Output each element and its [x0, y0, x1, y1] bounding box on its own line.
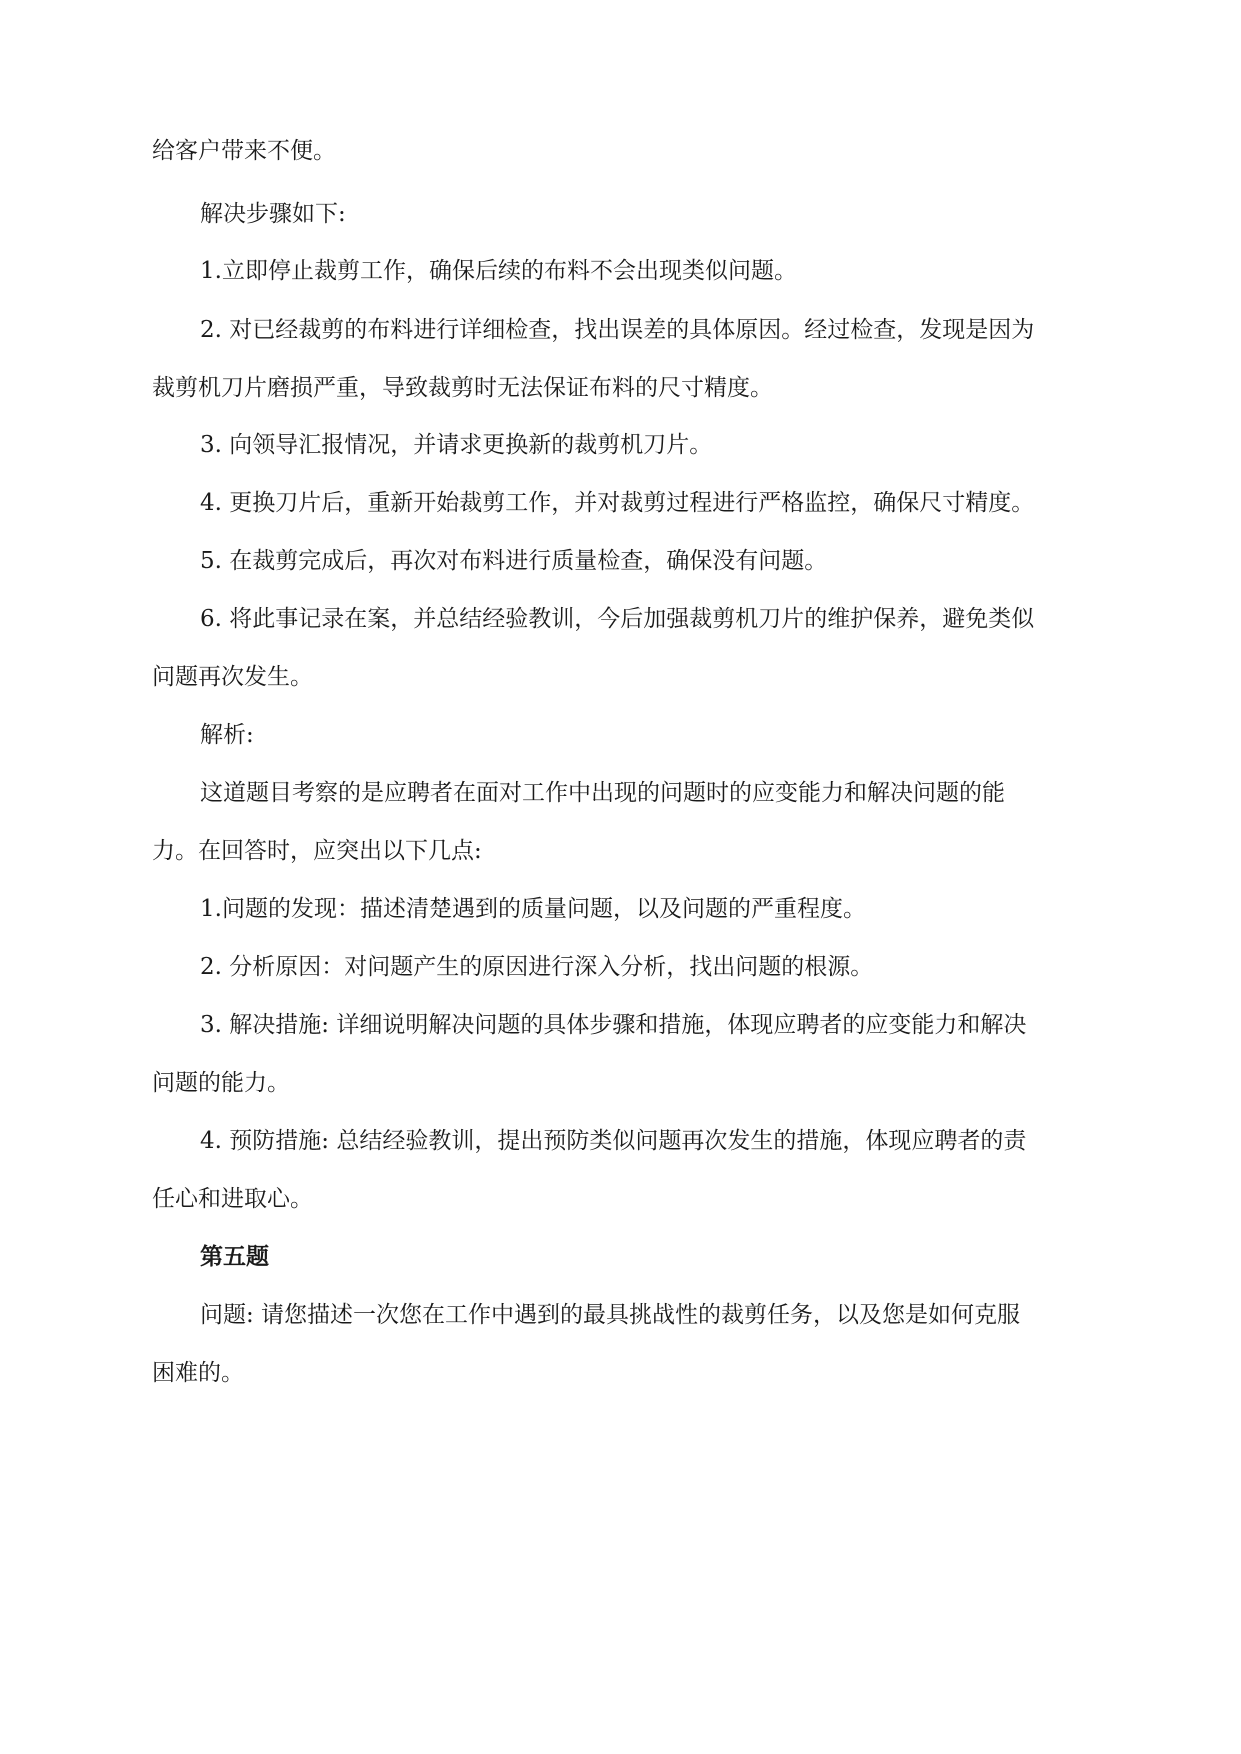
text-line: 问题: 请您描述一次您在工作中遇到的最具挑战性的裁剪任务，以及您是如何克服 — [200, 1302, 1021, 1328]
list-item: 5. 在裁剪完成后，再次对布料进行质量检查，确保没有问题。 — [200, 548, 828, 574]
list-item: 6. 将此事记录在案，并总结经验教训，今后加强裁剪机刀片的维护保养，避免类似 — [200, 606, 1035, 632]
text-line: 给客户带来不便。 — [152, 138, 336, 164]
section-label: 解析: — [200, 722, 254, 748]
section-heading: 第五题 — [200, 1243, 269, 1270]
list-item: 1.问题的发现：描述清楚遇到的质量问题，以及问题的严重程度。 — [200, 896, 866, 922]
text-line: 困难的。 — [152, 1360, 244, 1386]
list-item: 2. 对已经裁剪的布料进行详细检查，找出误差的具体原因。经过检查，发现是因为 — [200, 317, 1035, 343]
list-item: 4. 预防措施: 总结经验教训，提出预防类似问题再次发生的措施，体现应聘者的责 — [200, 1128, 1027, 1154]
list-item: 2. 分析原因：对问题产生的原因进行深入分析，找出问题的根源。 — [200, 954, 874, 980]
text-line: 力。在回答时，应突出以下几点: — [152, 838, 482, 864]
text-line: 解决步骤如下: — [200, 201, 346, 227]
list-item: 1.立即停止裁剪工作，确保后续的布料不会出现类似问题。 — [200, 258, 797, 284]
text-line: 裁剪机刀片磨损严重，导致裁剪时无法保证布料的尺寸精度。 — [152, 375, 773, 401]
list-item: 3. 向领导汇报情况，并请求更换新的裁剪机刀片。 — [200, 432, 713, 458]
list-item: 3. 解决措施: 详细说明解决问题的具体步骤和措施，体现应聘者的应变能力和解决 — [200, 1012, 1027, 1038]
text-line: 这道题目考察的是应聘者在面对工作中出现的问题时的应变能力和解决问题的能 — [200, 780, 1005, 806]
text-line: 问题再次发生。 — [152, 664, 313, 690]
text-line: 问题的能力。 — [152, 1070, 290, 1096]
text-line: 任心和进取心。 — [152, 1186, 313, 1212]
list-item: 4. 更换刀片后，重新开始裁剪工作，并对裁剪过程进行严格监控，确保尺寸精度。 — [200, 490, 1035, 516]
